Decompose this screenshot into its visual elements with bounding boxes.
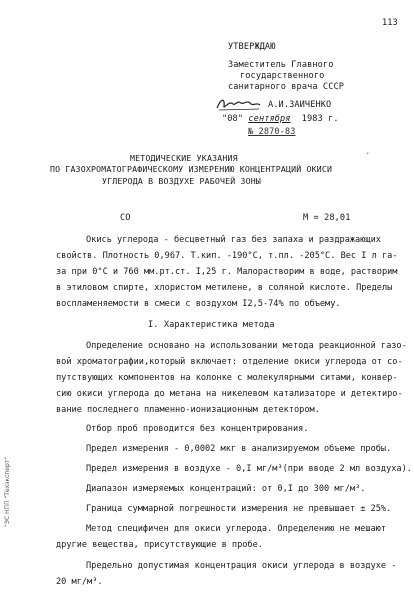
characteristic-line: Граница суммарной погрешности измерения не превышает ± 25%. xyxy=(86,504,392,514)
characteristic-line: Метод специфичен для окиси углерода. Определению не мешают xyxy=(86,524,387,534)
approval-date xyxy=(222,114,339,124)
paragraph-line: за при 0°С и 760 мм.рт.ст. I,25 г. Малорастворим в воде, растворим xyxy=(56,267,398,277)
paragraph-line: в этиловом спирте, хлористом метилене, в соляной кислоте. Пределы xyxy=(56,283,393,293)
paragraph-line: 20 мг/м³. xyxy=(56,577,103,587)
paragraph-line: Предельно допустимая концентрация окиси углерода в воздухе - xyxy=(86,561,397,571)
paragraph-line: путствующих компонентов на колонке с молекулярными ситами, конвер- xyxy=(56,373,398,383)
approval-date-year: 1983 г. xyxy=(301,114,339,124)
formula: СО xyxy=(120,213,131,223)
approval-line3: санитарного врача СССР xyxy=(228,82,345,92)
approval-line1: Заместитель Главного xyxy=(228,60,334,70)
paragraph-line: вой хроматографии,который включает: отделение окиси углерода от со- xyxy=(56,357,403,367)
paragraph-line: свойств. Плотность 0,967. Т.кип. -190°С, т.пл. -205°С. Вес I л га- xyxy=(56,251,398,261)
paragraph-line: Окись углерода - бесцветный газ без запаха и раздражающих xyxy=(86,235,381,245)
approval-number: № 2870-83 xyxy=(248,127,296,137)
paragraph-line: сию окиси углерода до метана на никелевом катализаторе и детектиро- xyxy=(56,389,403,399)
page-number: 113 xyxy=(382,18,398,28)
approval-date-day: "08" xyxy=(222,114,244,124)
heading-line2: ПО ГАЗОХРОМАТОГРАФИЧЕСКОМУ ИЗМЕРЕНИЮ КОНЦЕНТРАЦИЙ ОКИСИ xyxy=(50,164,333,174)
characteristic-line: другие вещества, присутствующие в пробе. xyxy=(56,540,263,550)
approval-line2: государственного xyxy=(240,71,325,81)
paragraph-line: Определение основано на использовании метода реакционной газо- xyxy=(86,341,407,351)
molar-mass: М = 28,01 xyxy=(303,213,351,223)
heading-line1: МЕТОДИЧЕСКИЕ УКАЗАНИЯ xyxy=(130,153,238,163)
margin-note: "ЭС НПП "Техэксперт" xyxy=(4,456,11,527)
heading-line3: УГЛЕРОДА В ВОЗДУХЕ РАБОЧЕЙ ЗОНЫ xyxy=(102,176,262,186)
section-title: I. Характеристика метода xyxy=(148,320,275,330)
characteristic-line: Диапазон измеряемых концентраций: от 0,I до 300 мг/м³. xyxy=(86,484,366,494)
characteristic-line: Отбор проб проводится без концентрирования. xyxy=(86,424,309,434)
pen-mark-icon: ′ xyxy=(365,152,371,162)
characteristic-line: Предел измерения в воздухе - 0,I мг/м³(при вводе 2 мл воздуха). xyxy=(86,464,412,474)
approval-date-month: сентября xyxy=(248,114,291,124)
characteristic-line: Предел измерения - 0,0002 мкг в анализируемом объеме пробы. xyxy=(86,444,392,454)
signature-icon xyxy=(215,96,261,112)
paragraph-line: воспламеняемости в смеси с воздухом I2,5-74% по объему. xyxy=(56,299,341,309)
approval-signer: А.И.ЗАИЧЕНКО xyxy=(268,100,332,110)
approval-title: УТВЕРЖДАЮ xyxy=(228,42,276,52)
paragraph-line: вание последнего пламенно-ионизационным детектором. xyxy=(56,405,320,415)
